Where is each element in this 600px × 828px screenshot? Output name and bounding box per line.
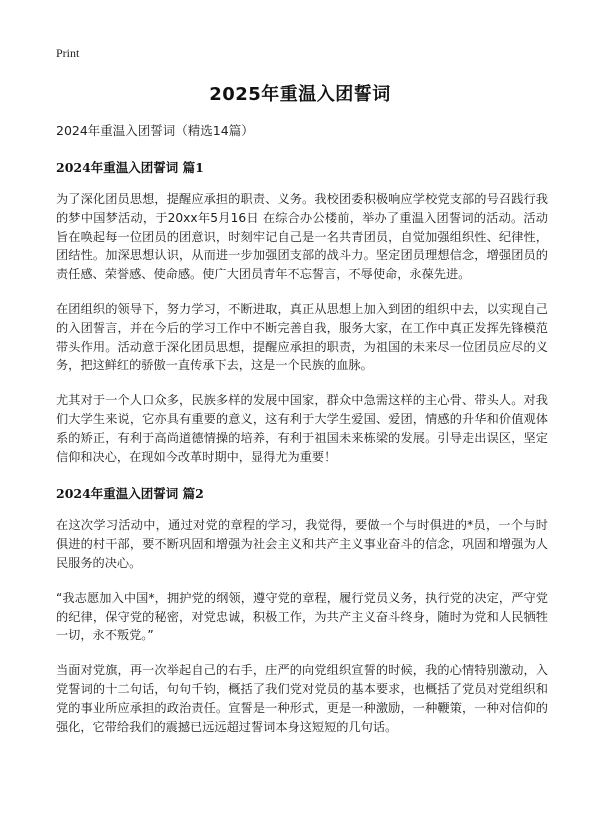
paragraph: 当面对党旗，再一次举起自己的右手，庄严的向党组织宣誓的时候，我的心情特别激动，入党誓词的十二句话，句句千钧，概括了我们党对党员的基本要求，也概括了党员对党组织和党的事业所应承担的政治责任。宣誓是一种形式，更是一种激励，一种鞭策，一种对信仰的强化，它带给我们的震撼已远远超过誓词本身这短短的几句话。 bbox=[56, 663, 548, 734]
section-1 bbox=[56, 158, 548, 466]
section-2 bbox=[56, 484, 548, 736]
document-body bbox=[56, 121, 548, 752]
paragraph: 在这次学习活动中，通过对党的章程的学习，我觉得，要做一个与时俱进的*员，一个与时俱进的村干部，要不断巩固和增强为社会主义和共产主义事业奋斗的信念，巩固和增强为人民服务的决心。 bbox=[56, 518, 548, 570]
paragraph: 尤其对于一个人口众多，民族多样的发展中国家，群众中急需这样的主心骨、带头人。对我们大学生来说，它亦具有重要的意义，这有利于大学生爱国、爱团，情感的升华和价值观体系的矫正，有利于高尚道德情操的培养，有利于祖国未来栋梁的发展。引导走出误区，坚定信仰和决心，在现如今改革时期中，显得尤为重要！ bbox=[56, 393, 548, 464]
paragraph: 为了深化团员思想，提醒应承担的职责、义务。我校团委积极响应学校党支部的号召践行我的梦中国梦活动，于20xx年5月16日 在综合办公楼前，举办了重温入团誓词的活动。活动旨在唤起每一位团员的团意识，时刻牢记自己是一名共青团员，自觉加强组织性、纪律性，团结性。加深思想认识，从而进一步加强团支部的战斗力。坚定团员理想信念，增强团员的责任感、荣誉感、使命感。使广大团员青年不忘誓言，不辱使命，永葆先进。 bbox=[56, 192, 548, 282]
document-title: 2025年重温入团誓词 bbox=[209, 84, 391, 105]
paragraph: “我志愿加入中国*，拥护党的纲领，遵守党的章程，履行党员义务，执行党的决定，严守党的纪律，保守党的秘密，对党忠诚，积极工作，为共产主义奋斗终身，随时为党和人民牺牲一切，永不叛党。” bbox=[56, 590, 548, 643]
document-subtitle: 2024年重温入团誓词（精选14篇） bbox=[56, 123, 254, 138]
section-heading: 2024年重温入团誓词 篇2 bbox=[56, 486, 204, 502]
print-link[interactable]: Print bbox=[56, 46, 80, 60]
paragraph: 在团组织的领导下，努力学习，不断进取，真正从思想上加入到团的组织中去，以实现自己的入团誓言，并在今后的学习工作中不断完善自我，服务大家，在工作中真正发挥先锋模范带头作用。活动意于深化团员思想，提醒应承担的职责，为祖国的未来尽一位团员应尽的义务，把这鲜红的骄傲一直传承下去，这是一个民族的血脉。 bbox=[56, 301, 548, 373]
section-heading: 2024年重温入团誓词 篇1 bbox=[56, 160, 204, 175]
